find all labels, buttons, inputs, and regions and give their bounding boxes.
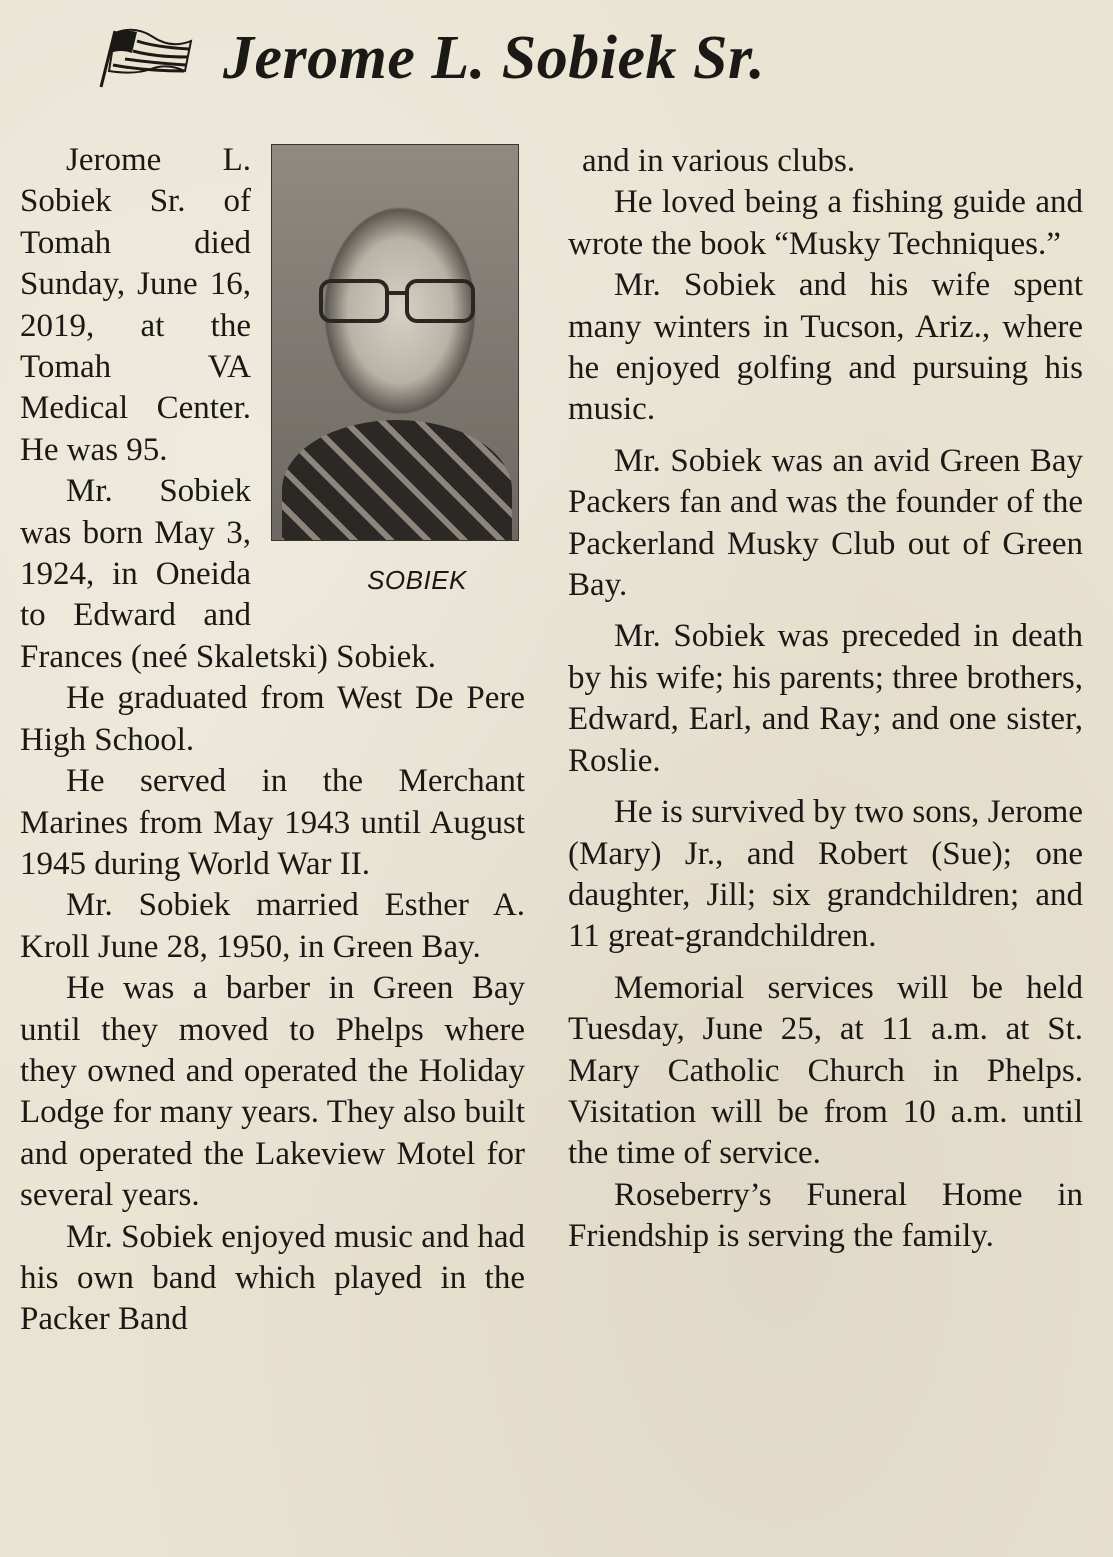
paragraph: He served in the Merchant Marines from May 1943 until August 1945 during World War II. (20, 763, 525, 882)
shirt-pattern (282, 420, 512, 541)
paragraph: Mr. Sobiek enjoyed music and had his own band which played in the Packer Band (20, 1218, 525, 1338)
paragraph: Mr. Sobiek was preceded in death by his wife; his parents; three brothers, Edward, Earl, and Ray; and one sister, Roslie. (568, 618, 1083, 779)
right-column (568, 141, 1083, 1258)
paragraph: Memorial services will be held Tuesday, June 25, at 11 a.m. at St. Mary Catholic Church in Phelps. Visitation will be from 10 a.m. until the time of service. (568, 969, 1083, 1172)
paragraph: He graduated from West De Pere High School. (20, 680, 525, 758)
glasses-shape (317, 275, 477, 325)
paragraph: Jerome L. Sobiek Sr. of Tomah died Sunday, June 16, 2019, at the Tomah VA Medical Center. He was 95. (20, 142, 251, 468)
left-column (20, 140, 525, 1341)
paragraph: He loved being a fishing guide and wrote the book “Musky Techniques.” (568, 184, 1083, 262)
paragraph: Mr. Sobiek married Esther A. Kroll June 28, 1950, in Green Bay. (20, 887, 525, 965)
paragraph: Mr. Sobiek and his wife spent many winters in Tucson, Ariz., where he enjoyed golfing and pursuing his music. (568, 267, 1083, 428)
obituary-title: Jerome L. Sobiek Sr. (223, 23, 766, 92)
paragraph: He is survived by two sons, Jerome (Mary) Jr., and Robert (Sue); one daughter, Jill; six grandchildren; and 11 great-grandchildren. (568, 794, 1083, 955)
paragraph: Mr. Sobiek was an avid Green Bay Packers fan and was the founder of the Packerland Musky Club out of Green Bay. (568, 442, 1083, 604)
paragraph: Roseberry’s Funeral Home in Friendship is serving the family. (568, 1176, 1083, 1255)
portrait-photo (271, 144, 519, 541)
headline (95, 18, 765, 98)
american-flag-icon (95, 27, 195, 89)
paragraph: and in various clubs. (582, 143, 856, 179)
photo-caption: SOBIEK (367, 565, 467, 595)
paragraph: Mr. Sobiek was born May 3, 1924, in Oneida to Edward and Frances (neé Skaletski) Sobiek. (20, 473, 437, 675)
photo-block (263, 142, 525, 598)
paragraph: He was a barber in Green Bay until they moved to Phelps where they owned and operated the Holiday Lodge for many years. They also built and operated the Lakeview Motel for several years. (20, 970, 525, 1214)
